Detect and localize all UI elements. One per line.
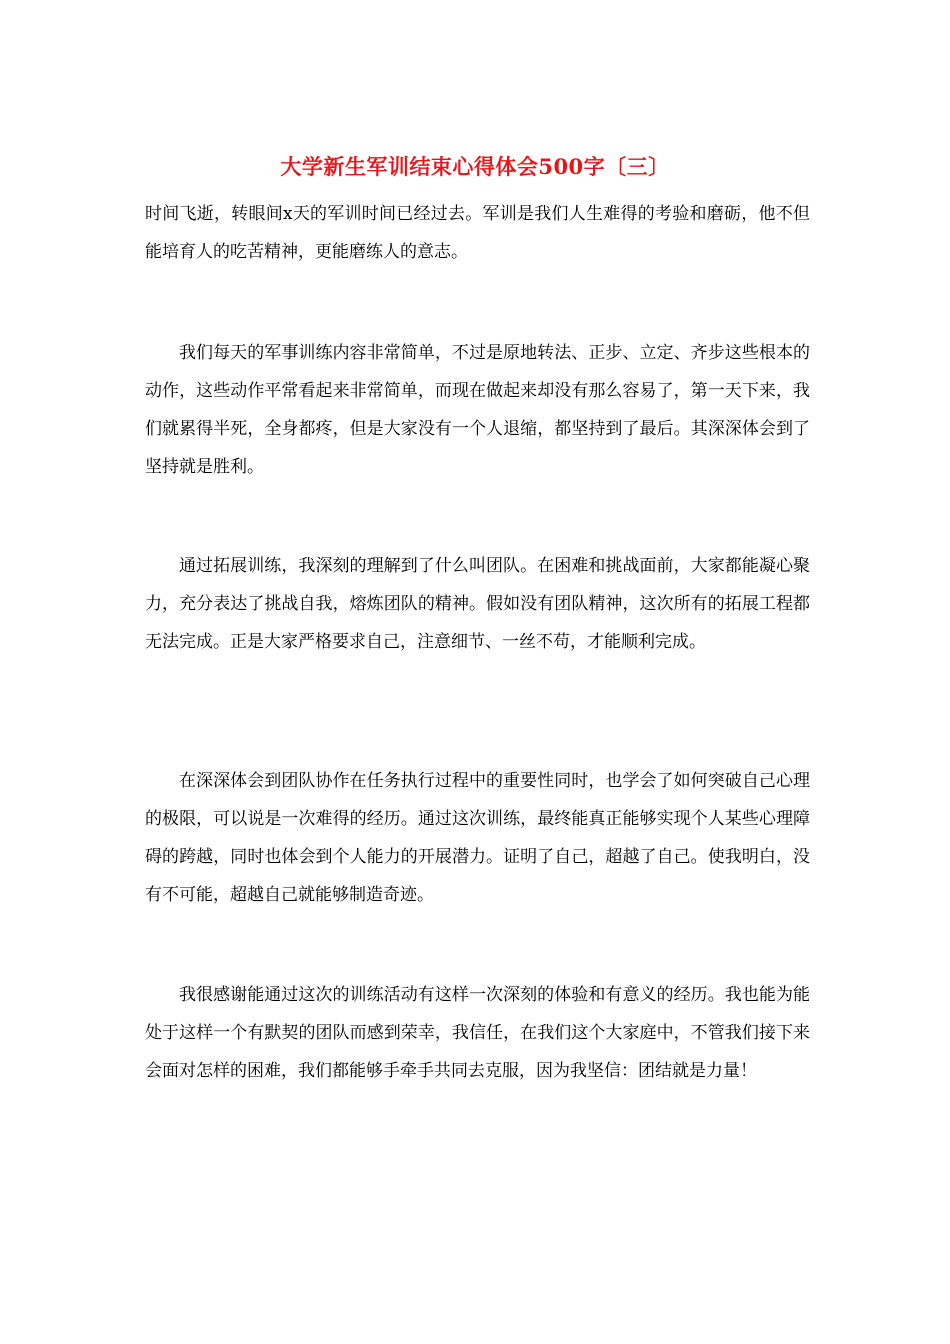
paragraph-1: 时间飞逝，转眼间x天的军训时间已经过去。军训是我们人生难得的考验和磨砺，他不但能培育人的吃苦精神，更能磨练人的意志。 bbox=[145, 204, 810, 262]
paragraph-2: 我们每天的军事训练内容非常简单，不过是原地转法、正步、立定、齐步这些根本的动作，这些动作平常看起来非常简单，而现在做起来却没有那么容易了，第一天下来，我们就累得半死，全身都疼，但是大家没有一个人退缩，都坚持到了最后。其深深体会到了坚持就是胜利。 bbox=[145, 343, 810, 477]
document-title: 大学新生军训结束心得体会500字〔三〕 bbox=[280, 154, 670, 179]
paragraph-5: 我很感谢能通过这次的训练活动有这样一次深刻的体验和有意义的经历。我也能为能处于这样一个有默契的团队而感到荣幸，我信任，在我们这个大家庭中，不管我们接下来会面对怎样的困难，我们都能够手牵手共同去克服，因为我坚信：团结就是力量！ bbox=[145, 985, 810, 1081]
paragraph-4: 在深深体会到团队协作在任务执行过程中的重要性同时，也学会了如何突破自己心理的极限，可以说是一次难得的经历。通过这次训练，最终能真正能够实现个人某些心理障碍的跨越，同时也体会到个人能力的开展潜力。证明了自己，超越了自己。使我明白，没有不可能，超越自己就能够制造奇迹。 bbox=[145, 771, 810, 905]
paragraph-3: 通过拓展训练，我深刻的理解到了什么叫团队。在困难和挑战面前，大家都能凝心聚力，充分表达了挑战自我，熔炼团队的精神。假如没有团队精神，这次所有的拓展工程都无法完成。正是大家严格要求自己，注意细节、一丝不苟，才能顺利完成。 bbox=[145, 556, 810, 652]
